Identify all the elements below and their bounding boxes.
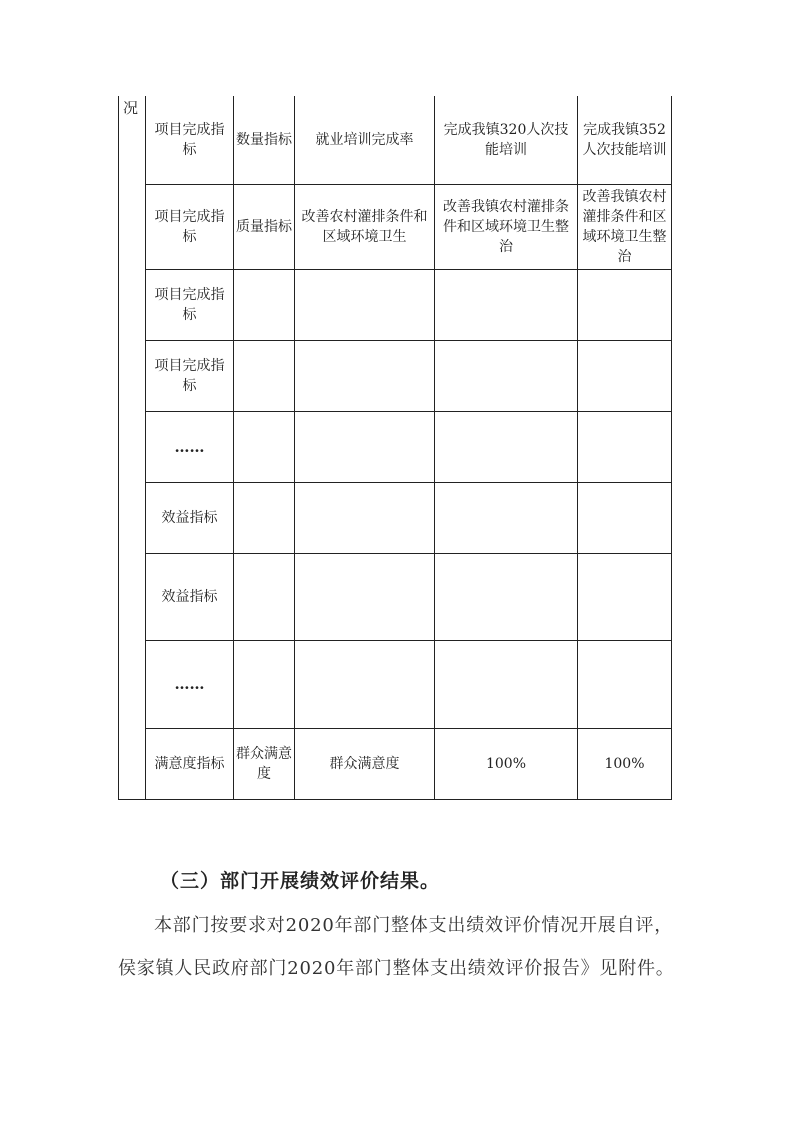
target-value-cell: [435, 269, 578, 340]
level2-indicator-cell: 群众满意度: [234, 728, 295, 799]
target-value-cell: 100%: [435, 728, 578, 799]
actual-value-cell: [578, 269, 672, 340]
level2-indicator-cell: [234, 640, 295, 728]
level1-indicator-cell: 满意度指标: [146, 728, 234, 799]
side-label: 况: [119, 96, 146, 799]
target-value-cell: 改善我镇农村灌排条件和区域环境卫生整治: [435, 184, 578, 269]
level3-indicator-cell: [295, 553, 435, 640]
table-row: [119, 482, 672, 553]
level3-indicator-cell: [295, 411, 435, 482]
level3-indicator-cell: 就业培训完成率: [295, 96, 435, 184]
actual-value-cell: [578, 411, 672, 482]
table-row: [119, 184, 672, 269]
target-value-cell: [435, 411, 578, 482]
level1-indicator-cell: ……: [146, 411, 234, 482]
table-row: [119, 553, 672, 640]
level1-indicator-cell: 效益指标: [146, 553, 234, 640]
table-row: [119, 340, 672, 411]
level3-indicator-cell: [295, 340, 435, 411]
section-heading: （三）部门开展绩效评价结果。: [160, 870, 441, 892]
actual-value-cell: [578, 340, 672, 411]
actual-value-cell: [578, 640, 672, 728]
target-value-cell: [435, 340, 578, 411]
level1-indicator-cell: 项目完成指标: [146, 340, 234, 411]
level1-indicator-cell: 项目完成指标: [146, 269, 234, 340]
level3-indicator-cell: 群众满意度: [295, 728, 435, 799]
actual-value-cell: [578, 482, 672, 553]
target-value-cell: [435, 640, 578, 728]
target-value-cell: 完成我镇320人次技能培训: [435, 96, 578, 184]
level3-indicator-cell: [295, 482, 435, 553]
level2-indicator-cell: [234, 553, 295, 640]
table-row: [119, 96, 672, 184]
level2-indicator-cell: 数量指标: [234, 96, 295, 184]
level1-indicator-cell: ……: [146, 640, 234, 728]
target-value-cell: [435, 482, 578, 553]
level1-indicator-cell: 项目完成指标: [146, 184, 234, 269]
level1-indicator-cell: 项目完成指标: [146, 96, 234, 184]
table-row: [119, 269, 672, 340]
level2-indicator-cell: [234, 482, 295, 553]
actual-value-cell: [578, 553, 672, 640]
actual-value-cell: 完成我镇352人次技能培训: [578, 96, 672, 184]
level2-indicator-cell: 质量指标: [234, 184, 295, 269]
level2-indicator-cell: [234, 411, 295, 482]
table-row: [119, 411, 672, 482]
table-row: [119, 640, 672, 728]
level2-indicator-cell: [234, 340, 295, 411]
level1-indicator-cell: 效益指标: [146, 482, 234, 553]
performance-indicator-table: [118, 96, 672, 800]
actual-value-cell: 100%: [578, 728, 672, 799]
section-paragraph: 本部门按要求对2020年部门整体支出绩效评价情况开展自评，侯家镇人民政府部门2020年部门整体支出绩效评价报告》见附件。: [118, 915, 675, 979]
level3-indicator-cell: [295, 269, 435, 340]
level3-indicator-cell: [295, 640, 435, 728]
target-value-cell: [435, 553, 578, 640]
level2-indicator-cell: [234, 269, 295, 340]
actual-value-cell: 改善我镇农村灌排条件和区域环境卫生整治: [578, 184, 672, 269]
level3-indicator-cell: 改善农村灌排条件和区域环境卫生: [295, 184, 435, 269]
table-row: [119, 728, 672, 799]
